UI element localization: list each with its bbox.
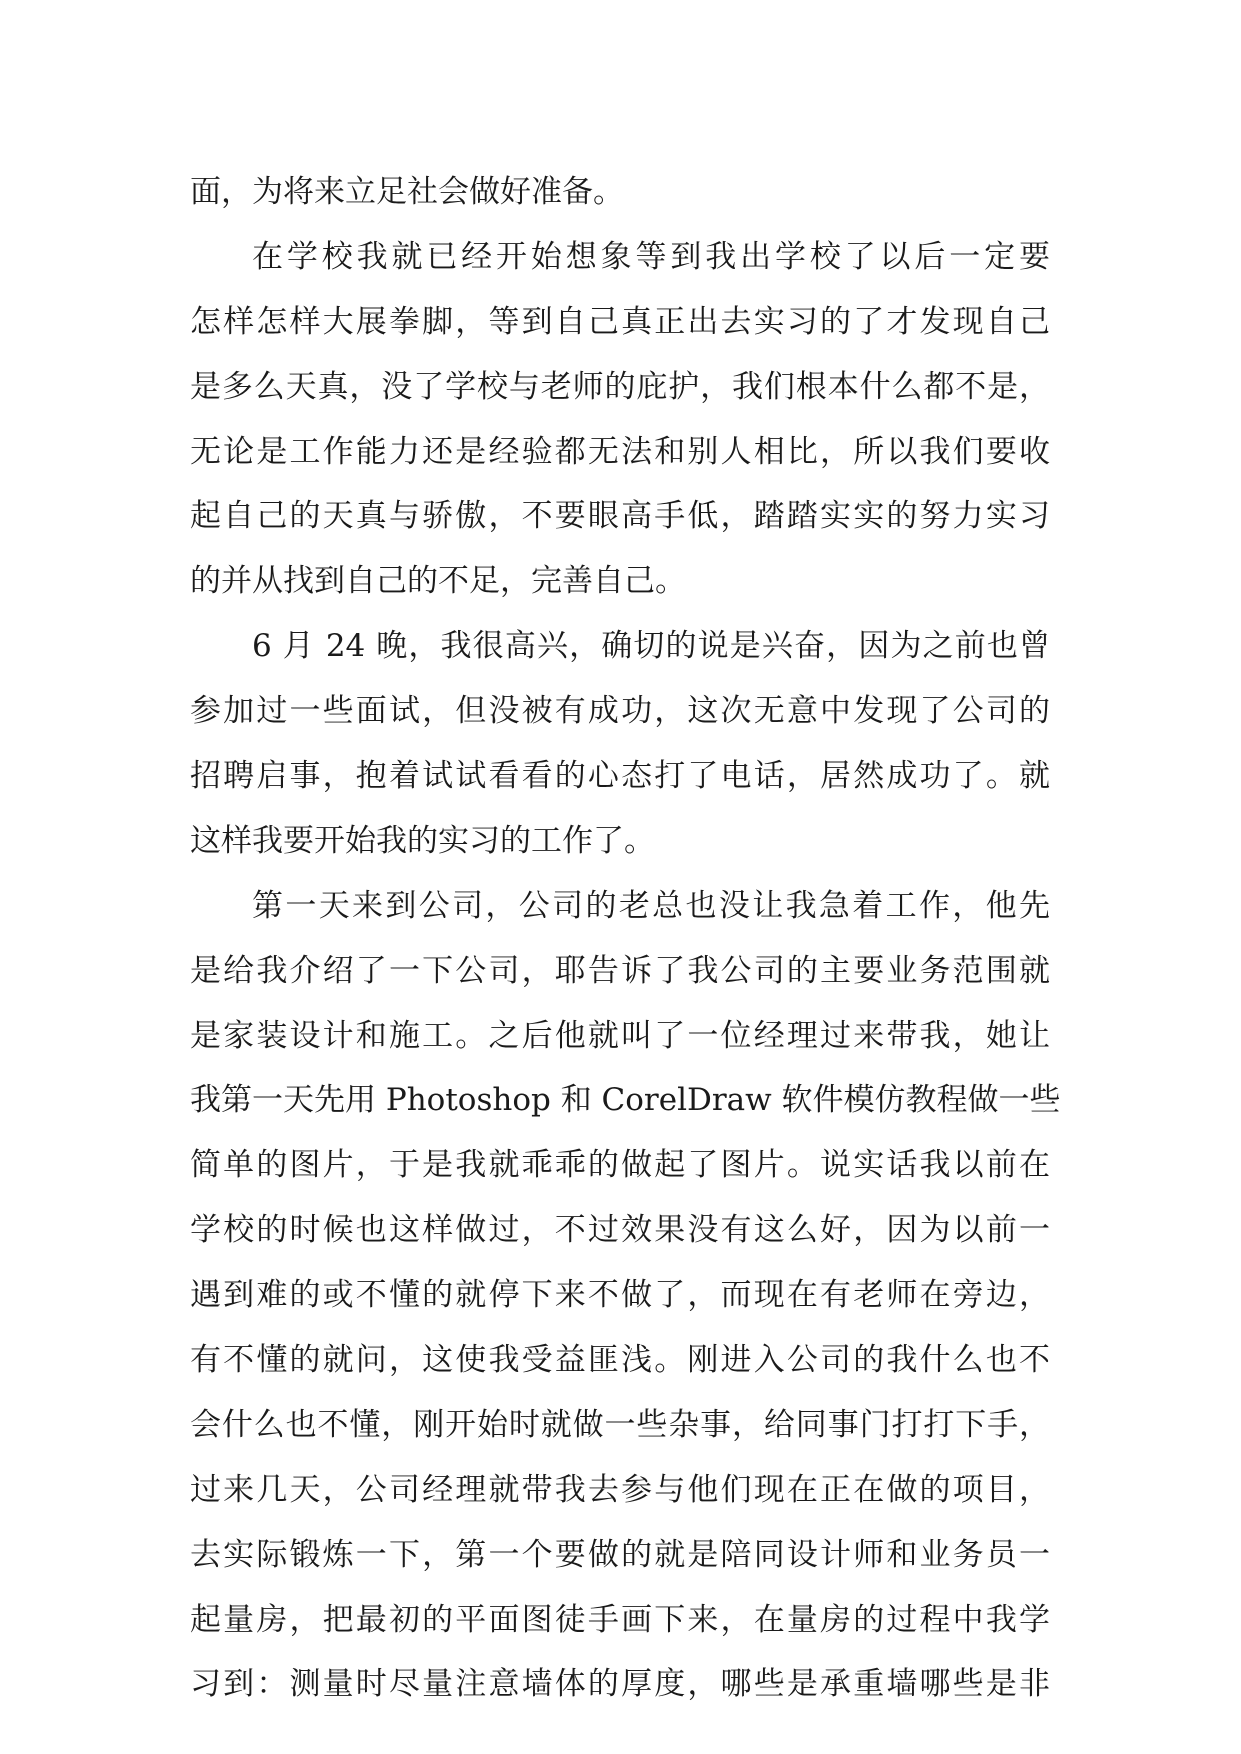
text-line: 学校的时候也这样做过，不过效果没有这么好，因为以前一 (190, 1212, 1050, 1249)
text-line: 起自己的天真与骄傲，不要眼高手低，踏踏实实的努力实习 (190, 498, 1050, 535)
text-line: 有不懂的就问，这使我受益匪浅。刚进入公司的我什么也不 (190, 1342, 1050, 1379)
text-line: 习到：测量时尽量注意墙体的厚度，哪些是承重墙哪些是非 (190, 1666, 1050, 1703)
paragraph (190, 160, 1050, 225)
paragraph (190, 874, 1061, 1718)
text-line: 会什么也不懂，刚开始时就做一些杂事，给同事门打打下手， (190, 1406, 1050, 1443)
text-line: 面，为将来立足社会做好准备。 (190, 174, 624, 210)
text-line: 怎样怎样大展拳脚，等到自己真正出去实习的了才发现自己 (190, 303, 1050, 340)
text-line: 这样我要开始我的实习的工作了。 (190, 822, 655, 859)
text-line: 遇到难的或不懂的就停下来不做了，而现在有老师在旁边， (190, 1277, 1050, 1314)
text-line: 参加过一些面试，但没被有成功，这次无意中发现了公司的 (190, 693, 1050, 730)
text-line: 无论是工作能力还是经验都无法和别人相比，所以我们要收 (190, 433, 1050, 470)
text-line: 我第一天先用 Photoshop 和 CorelDraw 软件模仿教程做一些 (190, 1082, 1061, 1119)
text-line: 去实际锻炼一下，第一个要做的就是陪同设计师和业务员一 (190, 1536, 1050, 1573)
paragraph (190, 614, 1050, 874)
text-line: 简单的图片，于是我就乖乖的做起了图片。说实话我以前在 (190, 1147, 1050, 1184)
text-line: 在学校我就已经开始想象等到我出学校了以后一定要 (252, 238, 1050, 275)
text-line: 6 月 24 晚，我很高兴，确切的说是兴奋，因为之前也曾 (252, 628, 1050, 665)
paragraph (190, 225, 1050, 614)
text-line: 起量房，把最初的平面图徒手画下来，在量房的过程中我学 (190, 1601, 1050, 1638)
text-line: 过来几天，公司经理就带我去参与他们现在正在做的项目， (190, 1471, 1050, 1508)
text-line: 招聘启事，抱着试试看看的心态打了电话，居然成功了。就 (190, 758, 1050, 795)
text-line: 第一天来到公司，公司的老总也没让我急着工作，他先 (252, 887, 1050, 924)
text-line: 是家装设计和施工。之后他就叫了一位经理过来带我，她让 (190, 1017, 1050, 1054)
text-line: 是给我介绍了一下公司，耶告诉了我公司的主要业务范围就 (190, 952, 1050, 989)
text-line: 是多么天真，没了学校与老师的庇护，我们根本什么都不是， (190, 368, 1050, 405)
body-text (190, 160, 1061, 1717)
text-line: 的并从找到自己的不足，完善自己。 (190, 563, 686, 600)
